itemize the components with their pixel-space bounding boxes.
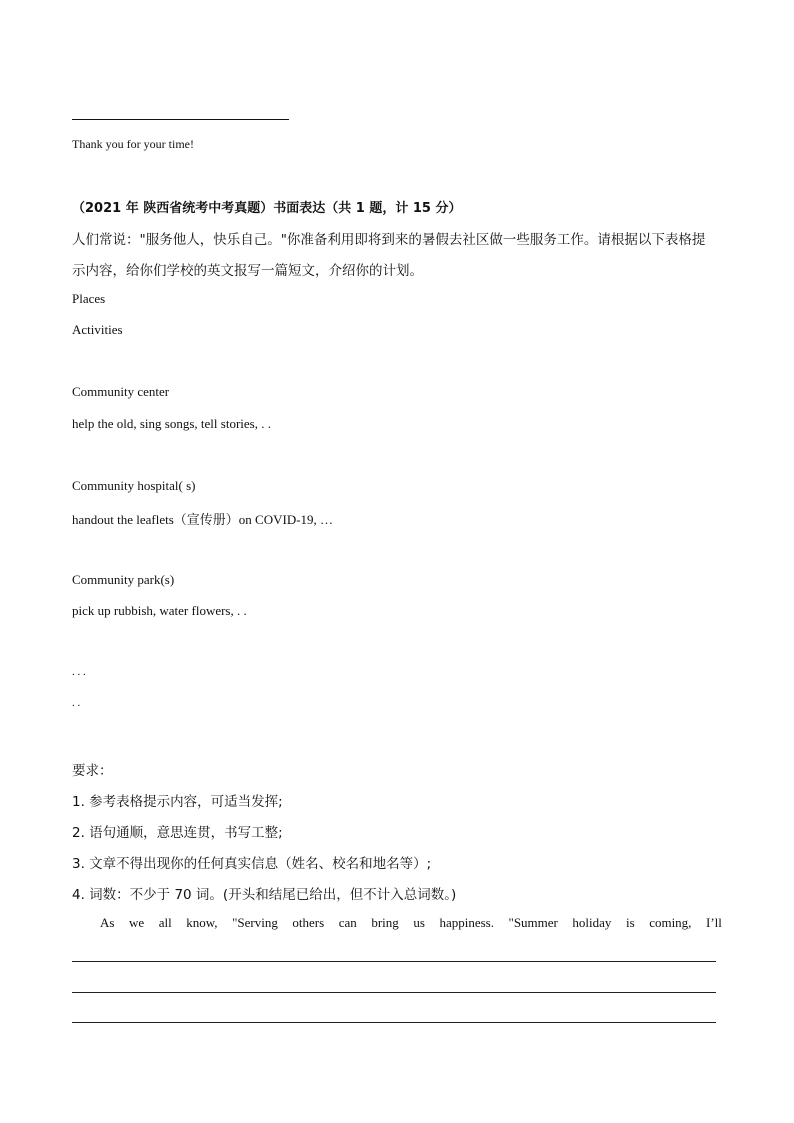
essay-opening [100, 915, 722, 931]
opening-word: know, [186, 915, 218, 930]
opening-word: happiness. [439, 915, 494, 930]
table-extra-row: . . [72, 697, 81, 709]
opening-word: is [625, 915, 635, 930]
question-source: （2021 年 陕西省统考中考真题） [72, 201, 274, 216]
opening-word: can [338, 915, 357, 930]
table-header-activities: Activities [72, 322, 123, 337]
table-place: Community center [72, 384, 170, 399]
writing-line[interactable] [72, 1022, 716, 1023]
opening-word: "Serving [232, 915, 278, 930]
opening-word: holiday [572, 915, 612, 930]
opening-word: us [413, 915, 425, 930]
table-place: Community hospital( s) [72, 478, 196, 493]
table-header-places: Places [72, 291, 106, 306]
question-section: 书面表达（共 1 题，计 15 分） [273, 201, 462, 216]
opening-word: all [158, 915, 172, 930]
opening-word: As [100, 915, 115, 930]
answer-underline [72, 119, 289, 120]
requirements-title: 要求： [72, 763, 113, 779]
requirement-item: 3. 文章不得出现你的任何真实信息（姓名、校名和地名等）; [72, 856, 432, 872]
writing-line[interactable] [72, 961, 716, 962]
table-place: Community park(s) [72, 572, 175, 587]
table-activity: help the old, sing songs, tell stories, . . [72, 416, 271, 431]
prompt-line-2: 示内容，给你们学校的英文报写一篇短文，介绍你的计划。 [72, 263, 423, 279]
prompt-line-1: 人们常说："服务他人，快乐自己。"你准备利用即将到来的暑假去社区做一些服务工作。请根据以下表格提 [72, 232, 706, 248]
opening-word: I’ll [705, 915, 722, 930]
table-activity: handout the leaflets（宣传册）on COVID-19, … [72, 512, 334, 527]
closing-thanks: Thank you for your time! [72, 137, 194, 151]
opening-word: we [129, 915, 145, 930]
writing-line[interactable] [72, 992, 716, 993]
question-title [72, 197, 461, 216]
opening-word: bring [371, 915, 399, 930]
table-extra-row: . . . [72, 666, 86, 678]
opening-word: others [292, 915, 325, 930]
requirement-item: 1. 参考表格提示内容，可适当发挥; [72, 794, 283, 810]
opening-word: coming, [649, 915, 692, 930]
requirement-item: 2. 语句通顺，意思连贯，书写工整; [72, 825, 283, 841]
opening-word: "Summer [508, 915, 558, 930]
table-activity: pick up rubbish, water flowers, . . [72, 603, 247, 618]
requirement-item: 4. 词数：不少于 70 词。(开头和结尾已给出，但不计入总词数。) [72, 887, 457, 903]
